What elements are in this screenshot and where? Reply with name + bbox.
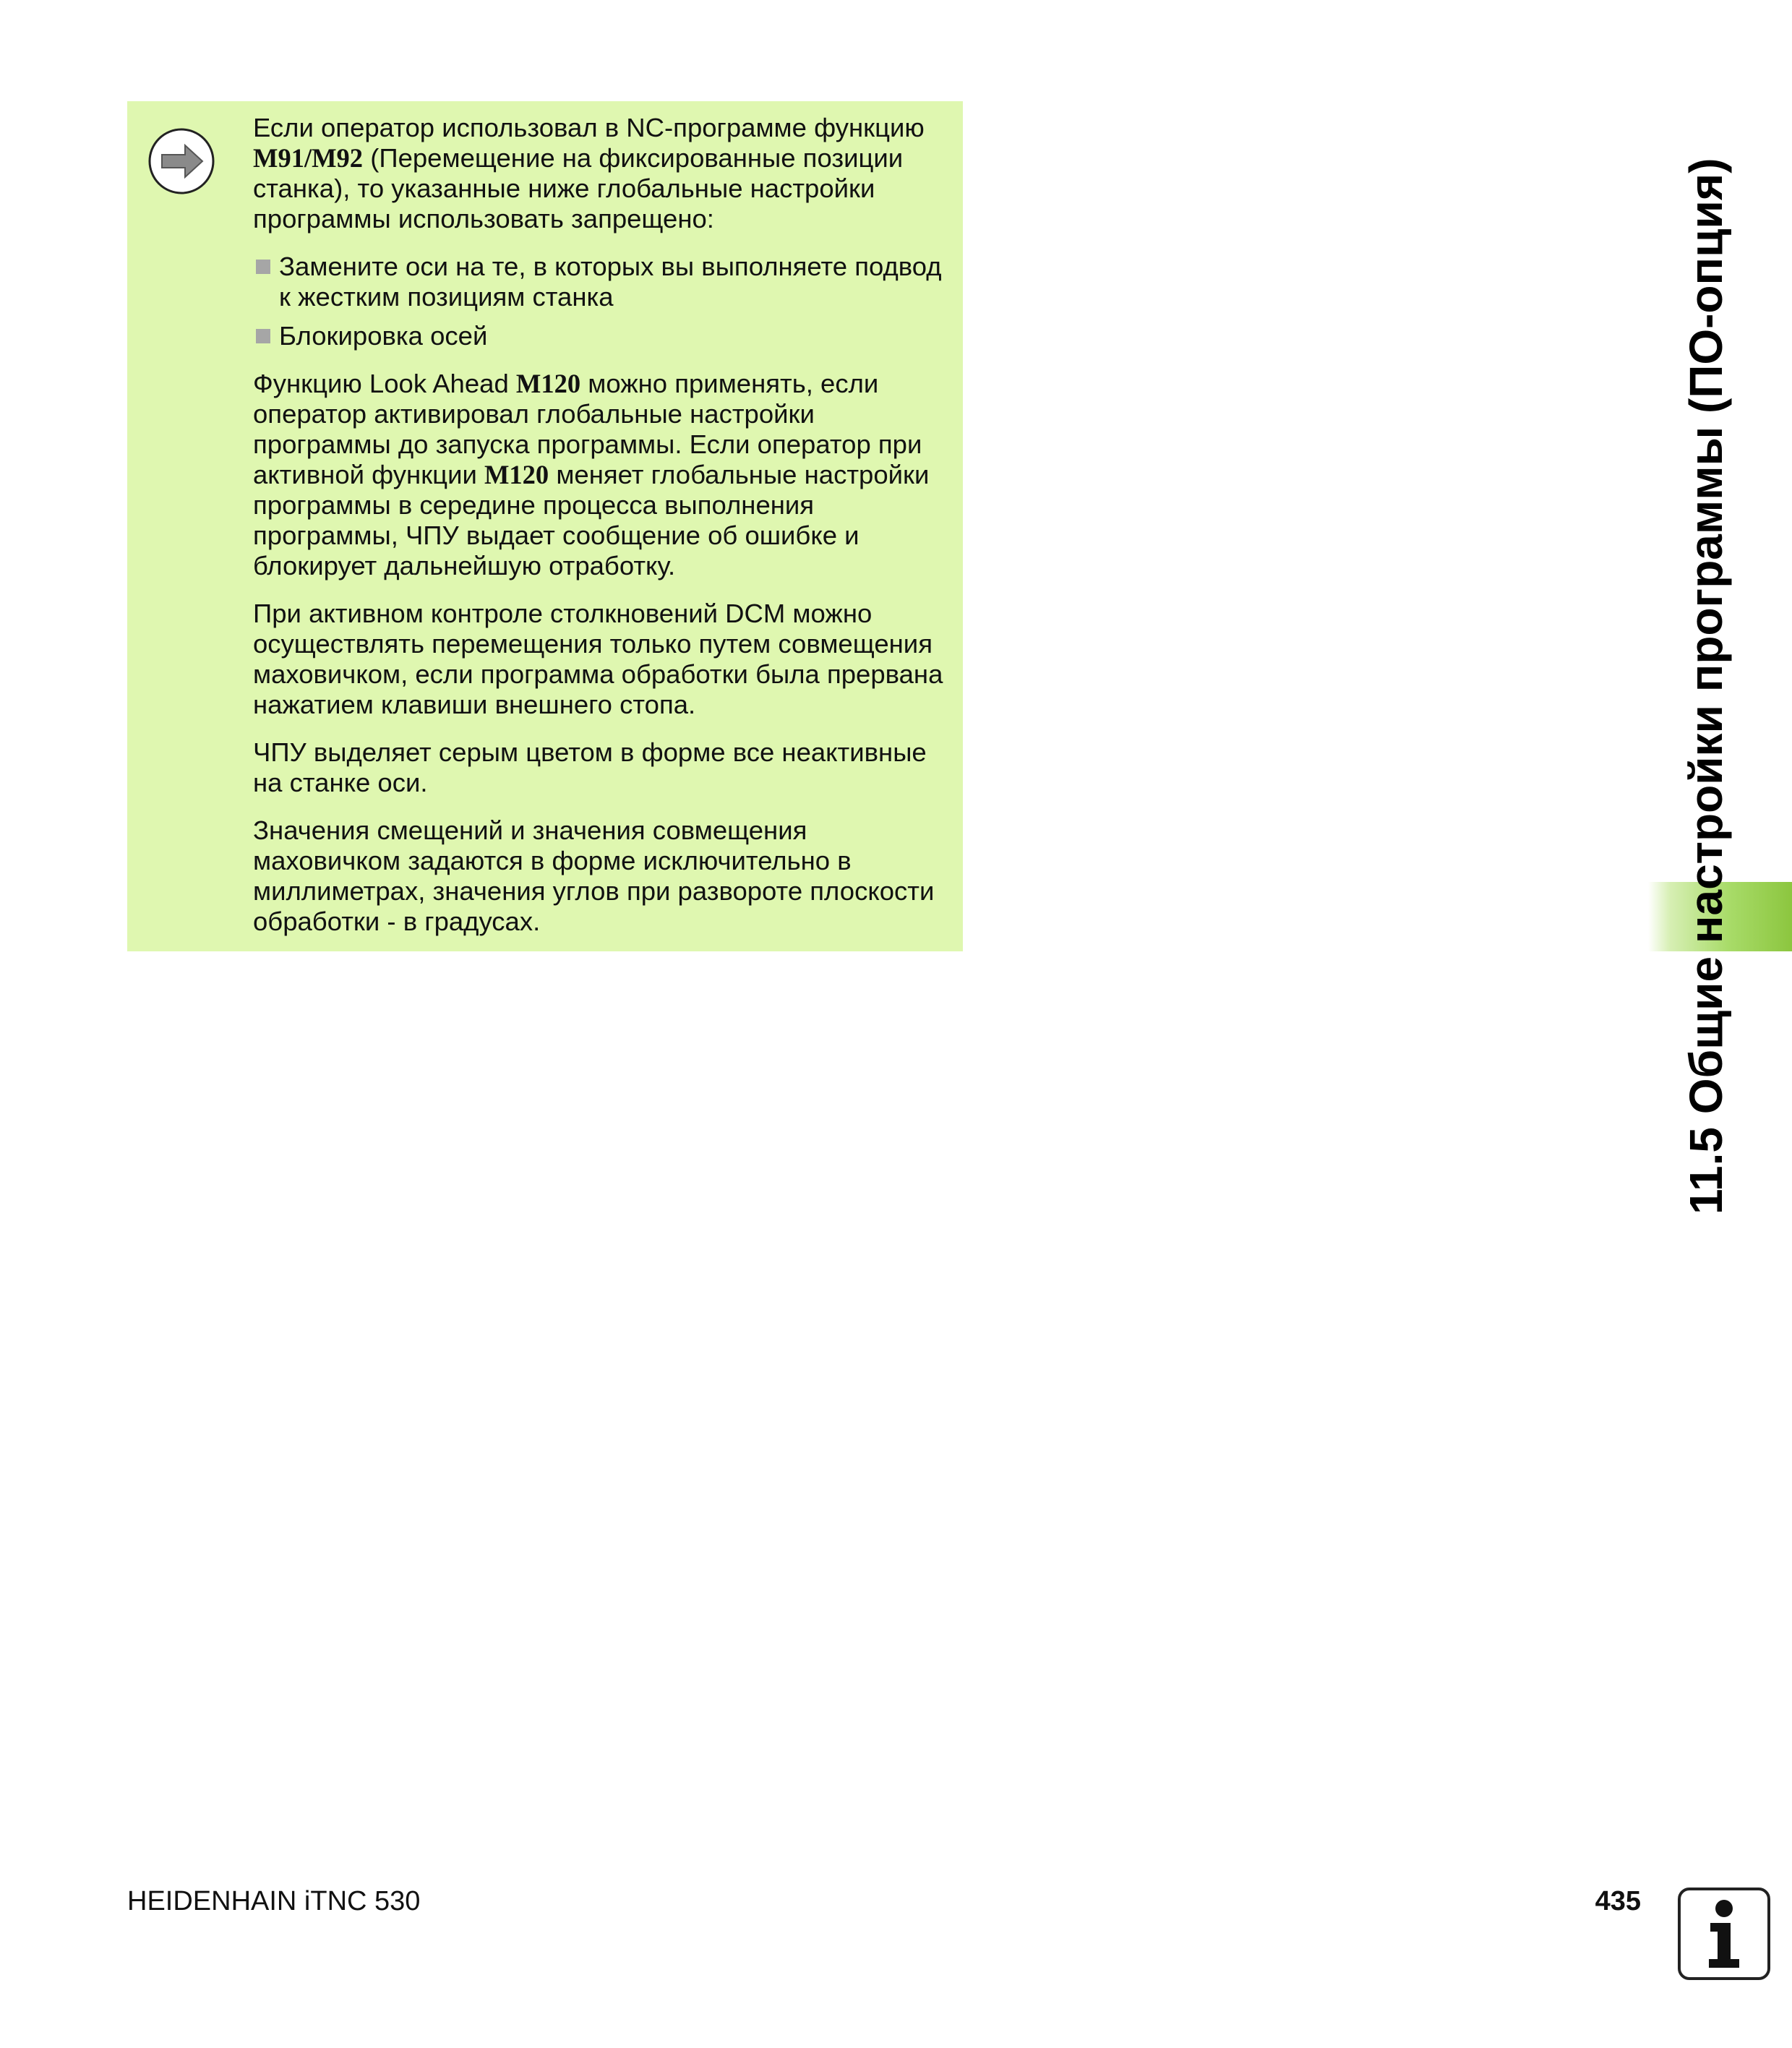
note-paragraph-4: ЧПУ выделяет серым цветом в форме все неактивные на станке оси. — [253, 737, 927, 797]
note-paragraph-2: Функцию Look Ahead M120 можно применять, если оператор активировал глобальные настройки программы до запуска программы. Если оператор при активной функции M120 меняет глобальные настройки программы в середине процесса выполнения программы, ЧПУ выдает сообщение об ошибке и блокирует дальнейшую отработку. — [253, 369, 930, 580]
note-paragraph-3: При активном контроле столкновений DCM можно осуществлять перемещения только путем совмещения маховичком, если программа обработки была прервана нажатием клавиши внешнего стопа. — [253, 599, 943, 719]
bullet-square-icon — [256, 329, 270, 343]
page-number: 435 — [1595, 1886, 1641, 1916]
note-content — [253, 113, 947, 954]
note-box — [127, 101, 963, 951]
list-item: Блокировка осей — [253, 321, 947, 351]
note-paragraph-1: Если оператор использовал в NC-программе функцию M91/M92 (Перемещение на фиксированные позиции станка), то указанные ниже глобальные настройки программы использовать запрещено: — [253, 113, 925, 233]
arrow-right-icon — [147, 127, 215, 195]
info-icon — [1677, 1887, 1771, 1981]
code-m120: M120 — [515, 369, 581, 398]
note-paragraph-5: Значения смещений и значения совмещения маховичком задаются в форме исключительно в миллиметрах, значения углов при развороте плоскости обработки - в градусах. — [253, 815, 935, 936]
footer-product-name: HEIDENHAIN iTNC 530 — [127, 1886, 421, 1916]
note-bullet-list — [253, 252, 947, 351]
bullet-square-icon — [256, 260, 270, 274]
code-m91-m92: M91/M92 — [253, 143, 364, 173]
code-m120: M120 — [484, 460, 549, 489]
chapter-title: 11.5 Общие настройки программы (ПО-опция) — [1680, 158, 1732, 1214]
list-item: Замените оси на те, в которых вы выполняете подвод к жестким позициям станка — [253, 252, 947, 312]
